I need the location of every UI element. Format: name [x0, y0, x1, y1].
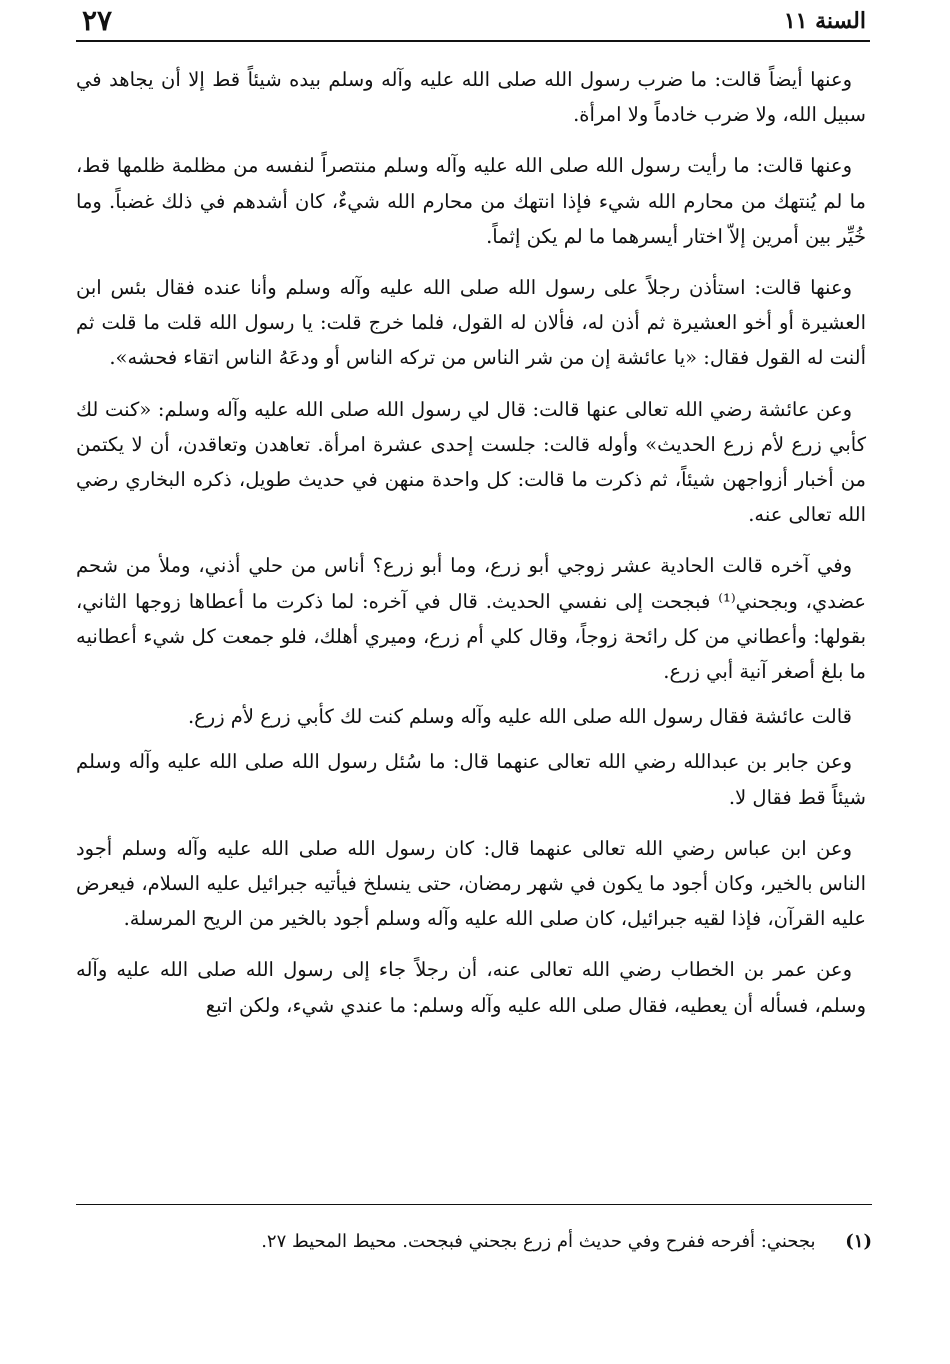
paragraph: وعن ابن عباس رضي الله تعالى عنهما قال: كان رسول الله صلى الله عليه وآله وسلم أجود الناس بالخير، وكان أجود ما يكون في شهر رمضان، حتى ينسلخ فيأتيه جبرائيل عليه السلام، فيعرض عليه القرآن، فإذا لقيه جبرائيل، كان صلى الله عليه وآله وسلم أجود بالخير من الريح المرسلة.: [76, 836, 866, 931]
paragraph: وعن عائشة رضي الله تعالى عنها قالت: قال لي رسول الله صلى الله عليه وآله وسلم: «كنت لك كأبي زرع لأم زرع الحديث» وأوله قالت: جلست إحدى عشرة امرأة. تعاهدن وتعاقدن، أن لا يكتمن من أخبار أزواجهن شيئاً، ثم ذكرت ما قالت: كل واحدة منهن في حديث طويل، ذكره البخاري رضي الله تعالى عنه.: [76, 397, 866, 527]
page-header: [76, 6, 870, 42]
paragraph: وعن جابر بن عبدالله رضي الله تعالى عنهما قال: ما سُئل رسول الله صلى الله عليه وآله وسلم شيئاً قط فقال لا.: [76, 750, 866, 809]
paragraph: وعن عمر بن الخطاب رضي الله تعالى عنه، أن رجلاً جاء إلى رسول الله صلى الله عليه وآله وسلم، فسأله أن يعطيه، فقال صلى الله عليه وآله وسلم: ما عندي شيء، ولكن اتبع: [76, 958, 866, 1017]
footnote-number: (١): [845, 1231, 872, 1252]
footnote-text: بجحني: أفرحه ففرح وفي حديث أم زرع بجحني فبجحت. محيط المحيط ٢٧.: [261, 1231, 816, 1252]
paragraph: قالت عائشة فقال رسول الله صلى الله عليه وآله وسلم كنت لك كأبي زرع لأم زرع.: [187, 705, 852, 729]
paragraph: وعنها قالت: استأذن رجلاً على رسول الله صلى الله عليه وآله وسلم وأنا عنده فقال بئس ابن العشيرة أو أخو العشيرة ثم أذن له، فألان له القول، فلما خرج قلت: يا رسول الله قلت ما قلت ثم ألنت له القول فقال: «يا عائشة إن من شر الناس من تركه الناس أو ودعَهُ الناس اتقاء فحشه».: [76, 276, 866, 370]
page-number: ٢٧: [82, 4, 113, 37]
footnote-divider: [76, 1204, 872, 1205]
main-text: [76, 62, 866, 1039]
paragraph: وعنها أيضاً قالت: ما ضرب رسول الله صلى الله عليه وآله وسلم بيده شيئاً قط إلا أن يجاهد في سبيل الله، ولا ضرب خادماً ولا امرأة.: [76, 68, 866, 127]
paragraph: وعنها قالت: ما رأيت رسول الله صلى الله عليه وآله وسلم منتصراً لنفسه من مظلمة ظلمها قط، ما لم يُنتهك من محارم الله شيء فإذا انتهك من محارم الله شيءٌ، كان أشدهم في ذلك غضباً. وما خُيِّر بين أمرين إلاّ اختار أيسرهما ما لم يكن إثماً.: [76, 154, 866, 248]
running-header-year: السنة ١١: [783, 8, 866, 34]
paragraph: وفي آخره قالت الحادية عشر زوجي أبو زرع، وما أبو زرع؟ أناس من حلي أذني، وملأ من شحم عضدي، وبجحني⁽¹⁾ فبجحت إلى نفسي الحديث. قال في آخره: لما ذكرت ما أعطاها زوجها الثاني، بقولها: وأعطاني من كل رائحة زوجاً، وقال كلي أم زرع، وميري أهلك، فلو جمعت كل شيء أعطانيه ما بلغ أصغر آنية أبي زرع.: [76, 554, 866, 684]
footnote: [76, 1228, 872, 1256]
